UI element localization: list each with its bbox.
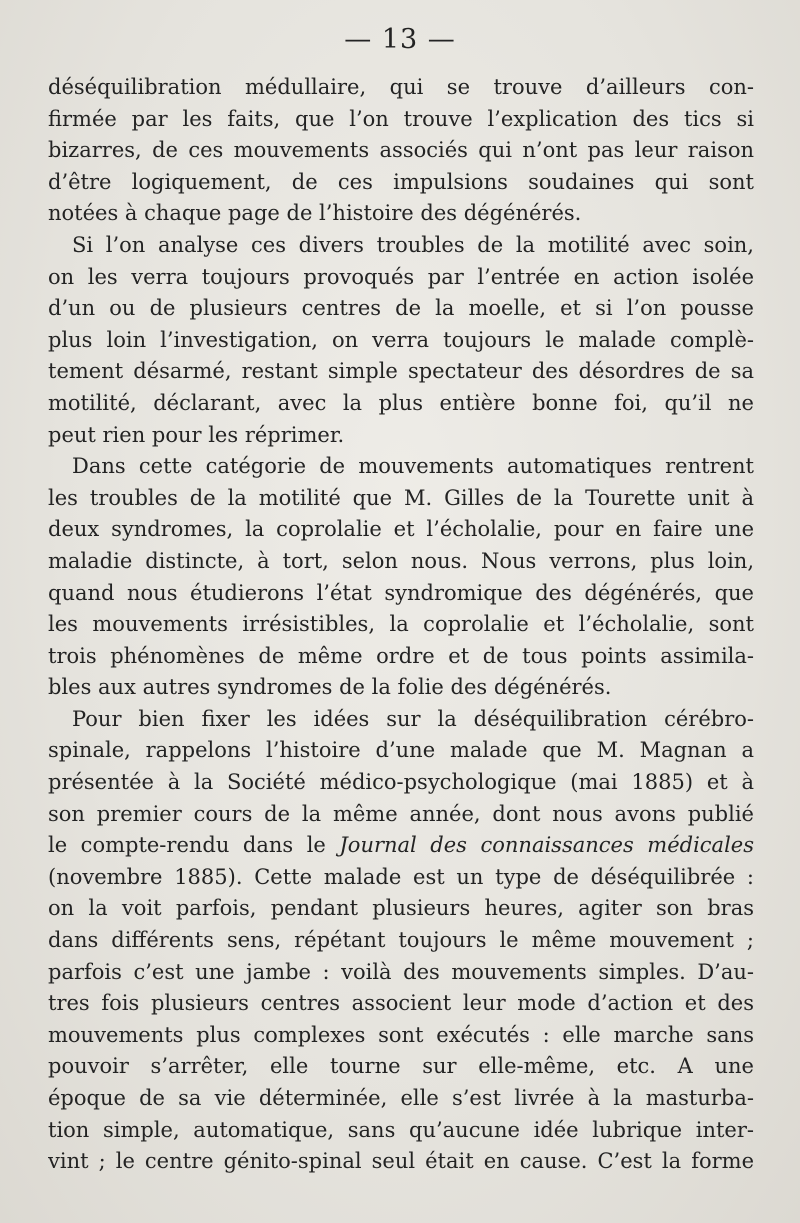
text-line bbox=[48, 198, 754, 230]
text-line-content: présentée à la Société médico-psychologique (mai 1885) et à bbox=[48, 770, 754, 795]
text-line-content: dans différents sens, répétant toujours le même mouvement ; bbox=[48, 928, 754, 953]
text-line-content: parfois c’est une jambe : voilà des mouvements simples. D’au- bbox=[48, 959, 754, 984]
text-line-content: les mouvements irrésistibles, la coprolalie et l’écholalie, sont bbox=[48, 612, 754, 637]
text-line-content: époque de sa vie déterminée, elle s’est livrée à la masturba- bbox=[48, 1086, 754, 1110]
text-line bbox=[48, 483, 754, 515]
text-line bbox=[48, 356, 754, 388]
body-text bbox=[48, 72, 754, 1178]
text-line bbox=[48, 72, 754, 104]
text-line bbox=[48, 546, 754, 578]
text-line bbox=[48, 799, 754, 831]
text-line bbox=[48, 988, 754, 1020]
text-line-content: on les verra toujours provoqués par l’entrée en action isolée bbox=[48, 264, 754, 289]
text-line bbox=[48, 514, 754, 546]
text-line bbox=[48, 704, 754, 736]
text-line-content: vint ; le centre génito-spinal seul était en cause. C’est la forme bbox=[48, 1149, 754, 1174]
text-line-content: on la voit parfois, pendant plusieurs heures, agiter son bras bbox=[48, 896, 754, 921]
text-line bbox=[48, 104, 754, 136]
text-line bbox=[48, 1051, 754, 1083]
text-line-content: maladie distincte, à tort, selon nous. Nous verrons, plus loin, bbox=[48, 548, 754, 573]
page-number: — 13 — bbox=[344, 24, 456, 55]
text-line-content: bizarres, de ces mouvements associés qui n’ont pas leur raison bbox=[48, 138, 754, 163]
text-line bbox=[48, 293, 754, 325]
text-line bbox=[48, 325, 754, 357]
text-line bbox=[48, 578, 754, 610]
text-line-content: motilité, déclarant, avec la plus entière bonne foi, qu’il ne bbox=[48, 390, 754, 415]
text-line-content: d’un ou de plusieurs centres de la moelle, et si l’on pousse bbox=[48, 296, 754, 321]
text-line bbox=[48, 388, 754, 420]
text-line bbox=[48, 893, 754, 925]
text-line-content: bles aux autres syndromes de la folie des dégénérés. bbox=[48, 675, 612, 700]
text-line-content: trois phénomènes de même ordre et de tous points assimila- bbox=[48, 643, 754, 668]
text-line bbox=[48, 735, 754, 767]
text-line-content: le compte-rendu dans le bbox=[48, 833, 326, 858]
text-line bbox=[48, 767, 754, 799]
text-line bbox=[48, 925, 754, 957]
text-line-content: deux syndromes, la coprolalie et l’écholalie, pour en faire une bbox=[48, 517, 754, 542]
text-line bbox=[48, 641, 754, 673]
journal-title: Journal des connaissances médicales bbox=[339, 833, 754, 858]
text-line bbox=[48, 672, 754, 704]
text-line bbox=[48, 451, 754, 483]
text-line-content: quand nous étudierons l’état syndromique des dégénérés, que bbox=[48, 580, 754, 605]
text-line-content: d’être logiquement, de ces impulsions soudaines qui sont bbox=[48, 169, 754, 194]
text-line bbox=[48, 167, 754, 199]
text-line bbox=[48, 957, 754, 989]
text-line bbox=[48, 1020, 754, 1052]
text-line bbox=[48, 230, 754, 262]
text-line-content: plus loin l’investigation, on verra toujours le malade complè- bbox=[48, 327, 754, 352]
text-line bbox=[48, 609, 754, 641]
text-line-content: tion simple, automatique, sans qu’aucune idée lubrique inter- bbox=[48, 1117, 754, 1142]
text-line-content: notées à chaque page de l’histoire des dégénérés. bbox=[48, 201, 582, 226]
text-line bbox=[48, 830, 754, 862]
text-line-content: spinale, rappelons l’histoire d’une malade que M. Magnan a bbox=[48, 738, 754, 763]
text-line-content: son premier cours de la même année, dont nous avons publié bbox=[48, 801, 754, 826]
text-line-content: Si l’on analyse ces divers troubles de la motilité avec soin, bbox=[72, 232, 754, 257]
text-line bbox=[48, 135, 754, 167]
text-line-content: firmée par les faits, que l’on trouve l’explication des tics si bbox=[48, 106, 754, 131]
text-line-content: Dans cette catégorie de mouvements automatiques rentrent bbox=[72, 454, 754, 479]
text-line bbox=[48, 1146, 754, 1178]
text-line-content: tres fois plusieurs centres associent leur mode d’action et des bbox=[48, 991, 754, 1016]
text-line-content: tement désarmé, restant simple spectateur des désordres de sa bbox=[48, 359, 754, 384]
text-line bbox=[48, 1083, 754, 1115]
text-line-content: (novembre 1885). Cette malade est un type de déséquilibrée : bbox=[48, 864, 754, 889]
text-line bbox=[48, 420, 754, 452]
text-line-content: mouvements plus complexes sont exécutés : elle marche sans bbox=[48, 1022, 754, 1047]
text-line-content: pouvoir s’arrêter, elle tourne sur elle-même, etc. A une bbox=[48, 1054, 754, 1079]
text-line bbox=[48, 1115, 754, 1147]
text-line bbox=[48, 262, 754, 294]
text-line-content: peut rien pour les réprimer. bbox=[48, 422, 345, 447]
text-line-content: déséquilibration médullaire, qui se trouve d’ailleurs con- bbox=[48, 75, 754, 99]
text-line-content: les troubles de la motilité que M. Gilles de la Tourette unit à bbox=[48, 485, 754, 510]
text-line bbox=[48, 862, 754, 894]
text-line-content: Pour bien fixer les idées sur la déséquilibration cérébro- bbox=[72, 706, 754, 731]
